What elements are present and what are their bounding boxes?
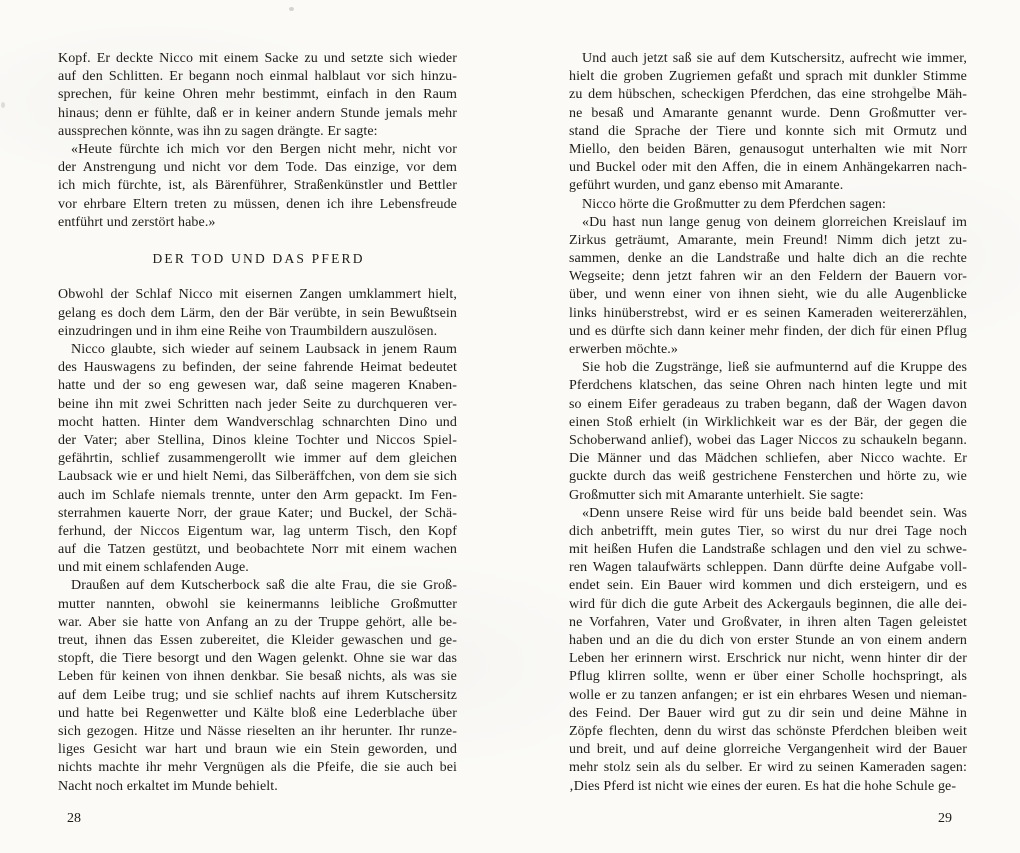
paragraph xyxy=(58,50,457,141)
text-line: Pferdchens klatschen, das seine Ohren nach hinten legte und mit xyxy=(569,378,967,394)
text-line: ‚Dies Pferd ist nicht wie eines der euren. Es hat die hohe Schule ge- xyxy=(569,778,957,794)
text-line: stopft, die Tiere besorgt und den Wagen gelenkt. Ohne sie war das xyxy=(58,651,457,667)
text-line: endet sein. Ein Bauer wird kommen und dich ersteigern, und es xyxy=(569,578,967,594)
text-line: ren Wagen talaufwärts schleppen. Dann dürfte deine Aufgabe voll- xyxy=(569,560,967,576)
text-line: hinaus; denn er fühlte, daß er in keiner andern Stunde jemals mehr xyxy=(58,105,457,121)
text-line: ich mich fürchte, ist, als Bärenführer, Straßenkünstler und Bettler xyxy=(58,178,457,194)
text-line: Obwohl der Schlaf Nicco mit eisernen Zangen umklammert hielt, xyxy=(58,287,457,303)
text-line: beine ihn mit zwei Schritten nach jeder Seite zu durchqueren ver- xyxy=(58,396,457,412)
text-line: und Buckel oder mit den Affen, die in einem Anhängekarren nach- xyxy=(569,160,967,176)
text-line: auf die Tatzen gestützt, und beobachtete Norr mit einem wachen xyxy=(58,542,457,558)
text-line: vor ehrbare Eltern treten zu müssen, denen ich ihre Lebensfreude xyxy=(58,196,457,212)
text-line: Pflug klirren sollte, wenn er über einer Scholle hochspringt, als xyxy=(569,669,967,685)
paragraph xyxy=(58,341,457,577)
text-line: auf den Schlitten. Er begann noch einmal halblaut vor sich hinzu- xyxy=(58,69,457,85)
text-line: erwerben möchte.» xyxy=(569,342,678,357)
text-line: Draußen auf dem Kutscherbock saß die alte Frau, die sie Groß- xyxy=(71,578,457,594)
text-line: aussprechen könnte, was ihn zu sagen drängte. Er sagte: xyxy=(58,123,378,139)
text-line: des Hauswagens zu befinden, der seine fahrende Heimat bedeutet xyxy=(58,360,457,376)
text-line: wolle er zu tanzen anfangen; er ist ein ehrbares Wesen und nieman- xyxy=(569,687,967,703)
text-line: sich gezogen. Hitze und Nässe rieselten an ihr herunter. Ihr runze- xyxy=(58,723,457,739)
text-line: Zöpfe flechten, denn du wirst das schönste Pferdchen bleiben weit xyxy=(569,723,967,739)
text-line: Nacht noch erkaltet im Munde behielt. xyxy=(58,778,278,794)
text-line: «Heute fürchte ich mich vor den Bergen nicht mehr, nicht vor xyxy=(71,141,457,157)
text-line: auf dem Leibe trug; und sie schlief nachts auf ihrem Kutschersitz xyxy=(58,687,457,703)
text-line: Die Männer und das Mädchen schliefen, aber Nicco wachte. Er xyxy=(569,451,967,467)
text-line: sprechen, für keine Ohren mehr bestimmt, einfach in den Raum xyxy=(58,87,457,103)
text-line: wird für dich die gute Arbeit des Ackergauls beginnen, die alle dei- xyxy=(569,596,967,612)
text-line: Sie hob die Zugstränge, ließ sie aufmunternd auf die Kruppe des xyxy=(582,360,967,376)
text-line: mutter nannten, obwohl sie keinermanns leibliche Großmutter xyxy=(58,596,457,612)
page-number-left: 28 xyxy=(67,811,81,826)
text-line: zu dem hübschen, scheckigen Pferdchen, das eine strohgelbe Mäh- xyxy=(569,87,967,103)
chapter-heading: DER TOD UND DAS PFERD xyxy=(152,251,365,267)
text-line: stand die Sprache der Tiere und konnte sich mit Ormutz und xyxy=(569,123,967,139)
text-line: geführt wurden, und ganz ebenso mit Amarante. xyxy=(569,178,844,194)
text-line: ne Vorfahren, Vater und Großvater, in ihren alten Tagen geleistet xyxy=(569,614,967,630)
text-line: war. Aber sie hatte von Anfang an zu der Truppe gehört, alle be- xyxy=(58,614,457,630)
text-line: einzudringen und in ihm eine Reihe von Traumbildern auszulösen. xyxy=(58,323,438,339)
left-page-text-column xyxy=(58,50,457,796)
right-page-text-column xyxy=(569,50,967,796)
text-line: Nicco hörte die Großmutter zu dem Pferdchen sagen: xyxy=(582,196,886,212)
text-line: und mit einem schlafenden Auge. xyxy=(58,560,249,576)
text-line: gelang es doch dem Lärm, den der Bär verübte, in sein Bewußtsein xyxy=(58,305,457,321)
text-line: Und auch jetzt saß sie auf dem Kutschersitz, aufrecht wie immer, xyxy=(582,51,967,66)
text-line: Leben für keinen von ihnen denkbar. Sie besaß nichts, als was sie xyxy=(58,669,457,685)
text-line: «Du hast nun lange genug von deinem glorreichen Kreislauf im xyxy=(582,214,967,230)
text-line: Schoberwand anlief), wobei das Lager Niccos zu schaukeln begann. xyxy=(569,432,967,448)
text-line: nichts machte ihr mehr Vergnügen als die Pfeife, die sie auch bei xyxy=(58,760,457,776)
text-line: gefährtin, schlief zusammengerollt wie immer auf dem gleichen xyxy=(58,451,457,467)
text-line: einen Stoß erhielt (in Wirklichkeit war es der Bär, der gegen die xyxy=(569,414,967,430)
text-line: Wegseite; denn jetzt fahren wir an den Feldern der Bauern vor- xyxy=(569,269,967,285)
paragraph xyxy=(569,50,967,196)
text-line: und es dürfte sich dann keiner mehr finden, der dich für einen Pflug xyxy=(569,323,967,339)
text-line: Zirkus geträumt, Amarante, mein Freund! Nimm dich jetzt zu- xyxy=(569,232,967,248)
text-line: Miello, den beiden Bären, genausogut unterhalten wie mit Norr xyxy=(569,141,967,157)
text-line: treut, ihnen das Essen zubereitet, die Kleider gewaschen und ge- xyxy=(58,633,457,649)
text-line: sterrahmen kauerte Norr, der graue Kater; und Buckel, der Schä- xyxy=(58,505,457,521)
text-line: über, und wenn einer von ihnen sieht, wie du alle Augenblicke xyxy=(569,287,967,303)
text-line: Leben her erinnern wirst. Erschrick nur nicht, wenn hinter dir der xyxy=(569,651,967,667)
text-line: mit heißen Hufen die Landstraße schlagen und den viel zu schwe- xyxy=(569,542,967,558)
scan-speck xyxy=(289,7,294,11)
page-number-right: 29 xyxy=(938,811,952,826)
text-line: auch im Schlafe niemals trennte, unter den Arm gepackt. Im Fen- xyxy=(58,487,457,503)
text-line: Laubsack wie er und hielt Nemi, das Silberäffchen, von dem sie sich xyxy=(58,469,457,485)
text-line: und hatte bei Regenwetter und Kälte bloß eine Lederblache über xyxy=(58,705,457,721)
text-line: sammen, denke an die Landstraße und halte dich an die rechte xyxy=(569,251,967,267)
text-line: des Feind. Der Bauer wird gut zu dir sein und deine Mähne in xyxy=(569,705,967,721)
text-line: der Vater; aber Stellina, Dinos kleine Tochter und Niccos Spiel- xyxy=(58,432,457,448)
text-line: Nicco glaubte, sich wieder auf seinem Laubsack in jenem Raum xyxy=(71,342,457,358)
text-line: hielt die groben Zugriemen gefaßt und sprach mit dunkler Stimme xyxy=(569,69,967,85)
paragraph xyxy=(569,359,967,505)
text-line: und breit, und auf deine glorreiche Vergangenheit wird der Bauer xyxy=(569,742,967,758)
text-line: dich anbetrifft, mein gutes Tier, so wirst du nur drei Tage noch xyxy=(569,523,967,539)
paragraph xyxy=(58,577,457,795)
text-line: liges Gesicht war hart und braun wie ein Stein geworden, und xyxy=(58,742,457,758)
scan-speck xyxy=(1,102,5,108)
paragraph xyxy=(58,286,457,341)
text-line: Großmutter sich mit Amarante unterhielt. Sie sagte: xyxy=(569,487,864,503)
text-line: hatte und der so eng gewesen war, daß seine mageren Knaben- xyxy=(58,378,457,394)
paragraph xyxy=(569,505,967,796)
text-line: so einem Eifer geradeaus zu traben begann, daß der Wagen davon xyxy=(569,396,967,412)
text-line: Kopf. Er deckte Nicco mit einem Sacke zu und setzte sich wieder xyxy=(58,51,457,66)
text-line: «Denn unsere Reise wird für uns beide bald beendet sein. Was xyxy=(582,505,967,521)
text-line: ne besaß und Amarante genannt wurde. Denn Großmutter ver- xyxy=(569,105,967,121)
text-line: ferhund, der Niccos Eigentum war, lag unterm Tisch, den Kopf xyxy=(58,523,457,539)
text-line: links hinüberstrebst, wird er es seinen Kameraden weitererzählen, xyxy=(569,305,967,321)
text-line: der Anstrengung und nicht vor dem Tode. Das einzige, vor dem xyxy=(58,160,457,176)
text-line: mehr stolz sein als du selber. Er wird zu seinen Kameraden sagen: xyxy=(569,760,967,776)
paragraph xyxy=(569,196,967,214)
text-line: haben und an die du dich von erster Stunde an von einem andern xyxy=(569,633,967,648)
text-line: entführt und zerstört habe.» xyxy=(58,214,216,230)
paragraph xyxy=(58,141,457,232)
paragraph xyxy=(569,214,967,360)
text-line: mocht hatten. Hinter dem Wandverschlag schnarchten Dino und xyxy=(58,414,457,430)
text-line: guckte durch das weiß gestrichene Fensterchen und hörte zu, wie xyxy=(569,469,967,485)
